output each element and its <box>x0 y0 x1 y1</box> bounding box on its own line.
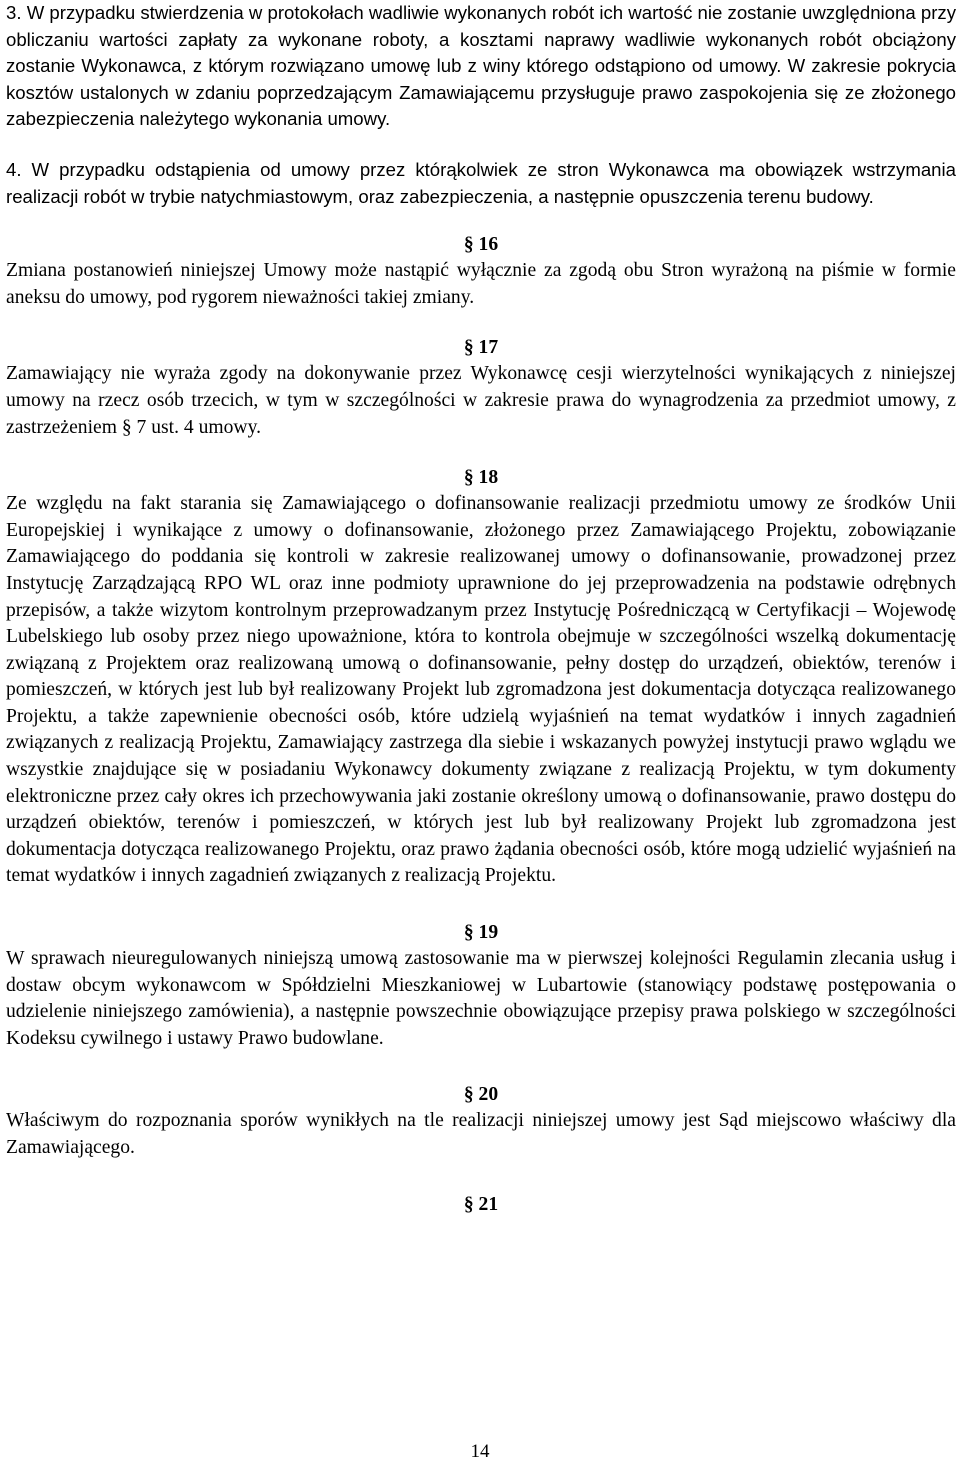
section-19-title: § 19 <box>463 922 499 944</box>
section-18-text: Ze względu na fakt starania się Zamawiającego o dofinansowanie realizacji przedmiotu umowy ze środków Unii Europejskiej i wynikające z umowy o dofinansowanie, złożonego przez Zamawiającego Projektu, zobowiązanie Zamawiającego do poddania się kontroli w zakresie realizowanej umowy o dofinansowanie, prowadzonej przez Instytucję Zarządzającą RPO WL oraz inne podmioty uprawnione do jej przeprowadzenia na podstawie odrębnych przepisów, a także wizytom kontrolnym przeprowadzanym przez Instytucję Pośredniczącą w Certyfikacji – Wojewodę Lubelskiego lub osoby przez niego upoważnione, która to kontrola obejmuje w szczególności wszelką dokumentację związaną z Projektem oraz realizowaną umową o dofinansowanie, pełny dostęp do urządzeń, obiektów, terenów i pomieszczeń, w których jest lub był realizowany Projekt lub zgromadzona jest dokumentacja dotycząca realizowanego Projektu, a także zapewnienie obecności osób, które udzielą wyjaśnień na temat wydatków i innych zagadnień związanych z realizacją Projektu, Zamawiający zastrzega dla siebie i wskazanych powyżej instytucji prawo wglądu we wszystkie znajdujące się w posiadaniu Wykonawcy dokumenty związane z realizacją Projektu, w tym dokumenty elektroniczne przez cały okres ich przechowywania jaki zostanie określony umową o dofinansowanie, prawo dostępu do urządzeń obiektów, terenów i pomieszczeń, w których jest lub był realizowany Projekt lub zgromadzona jest dokumentacja dotycząca realizowanego Projektu, oraz prawo żądania obecności osób, które mogą udzielić wyjaśnień na temat wydatków i innych zagadnień związanych z realizacją Projektu. <box>6 493 956 887</box>
section-20-text: Właściwym do rozpoznania sporów wynikłych na tle realizacji niniejszej umowy jest Sąd miejscowo właściwy dla Zamawiającego. <box>6 1110 956 1158</box>
document-page <box>6 0 956 1218</box>
section-19-text: W sprawach nieuregulowanych niniejszą umową zastosowanie ma w pierwszej kolejności Regulamin zlecania usług i dostaw obcym wykonawcom w Spółdzielni Mieszkaniowej w Lubartowie (stanowiący podstawę postępowania o udzielenie niniejszego zamówienia), a następnie powszechnie obowiązujące przepisy prawa polskiego w szczególności Kodeksu cywilnego i ustawy Prawo budowlane. <box>6 948 956 1049</box>
section-16-title: § 16 <box>463 234 499 256</box>
section-21-title: § 21 <box>463 1193 499 1215</box>
section-18-title: § 18 <box>463 467 499 489</box>
page-number: 14 <box>470 1441 490 1462</box>
section-16-text: Zmiana postanowień niniejszej Umowy może nastąpić wyłącznie za zgodą obu Stron wyrażoną na piśmie w formie aneksu do umowy, pod rygorem nieważności takiej zmiany. <box>6 260 956 308</box>
section-17-text: Zamawiający nie wyraża zgody na dokonywanie przez Wykonawcę cesji wierzytelności wynikających z niniejszej umowy na rzecz osób trzecich, w tym w szczególności w zakresie prawa do wynagrodzenia za przedmiot umowy, z zastrzeżeniem § 7 ust. 4 umowy. <box>6 363 956 438</box>
paragraph-4: 4. W przypadku odstąpienia od umowy przez którąkolwiek ze stron Wykonawca ma obowiązek wstrzymania realizacji robót w trybie natychmiastowym, oraz zabezpieczenia, a następnie opuszczenia terenu budowy. <box>6 158 956 207</box>
section-20-title: § 20 <box>463 1084 499 1106</box>
section-17-title: § 17 <box>463 337 499 359</box>
paragraph-3: 3. W przypadku stwierdzenia w protokołach wadliwie wykonanych robót ich wartość nie zostanie uwzględniona przy obliczaniu wartości zapłaty za wykonane roboty, a kosztami naprawy wadliwie wykonanych robót obciążony zostanie Wykonawca, z którym rozwiązano umowę lub z winy którego odstąpiono od umowy. W zakresie pokrycia kosztów ustalonych w zdaniu poprzedzającym Zamawiającemu przysługuje prawo zaspokojenia się ze złożonego zabezpieczenia należytego wykonania umowy. <box>6 2 956 130</box>
